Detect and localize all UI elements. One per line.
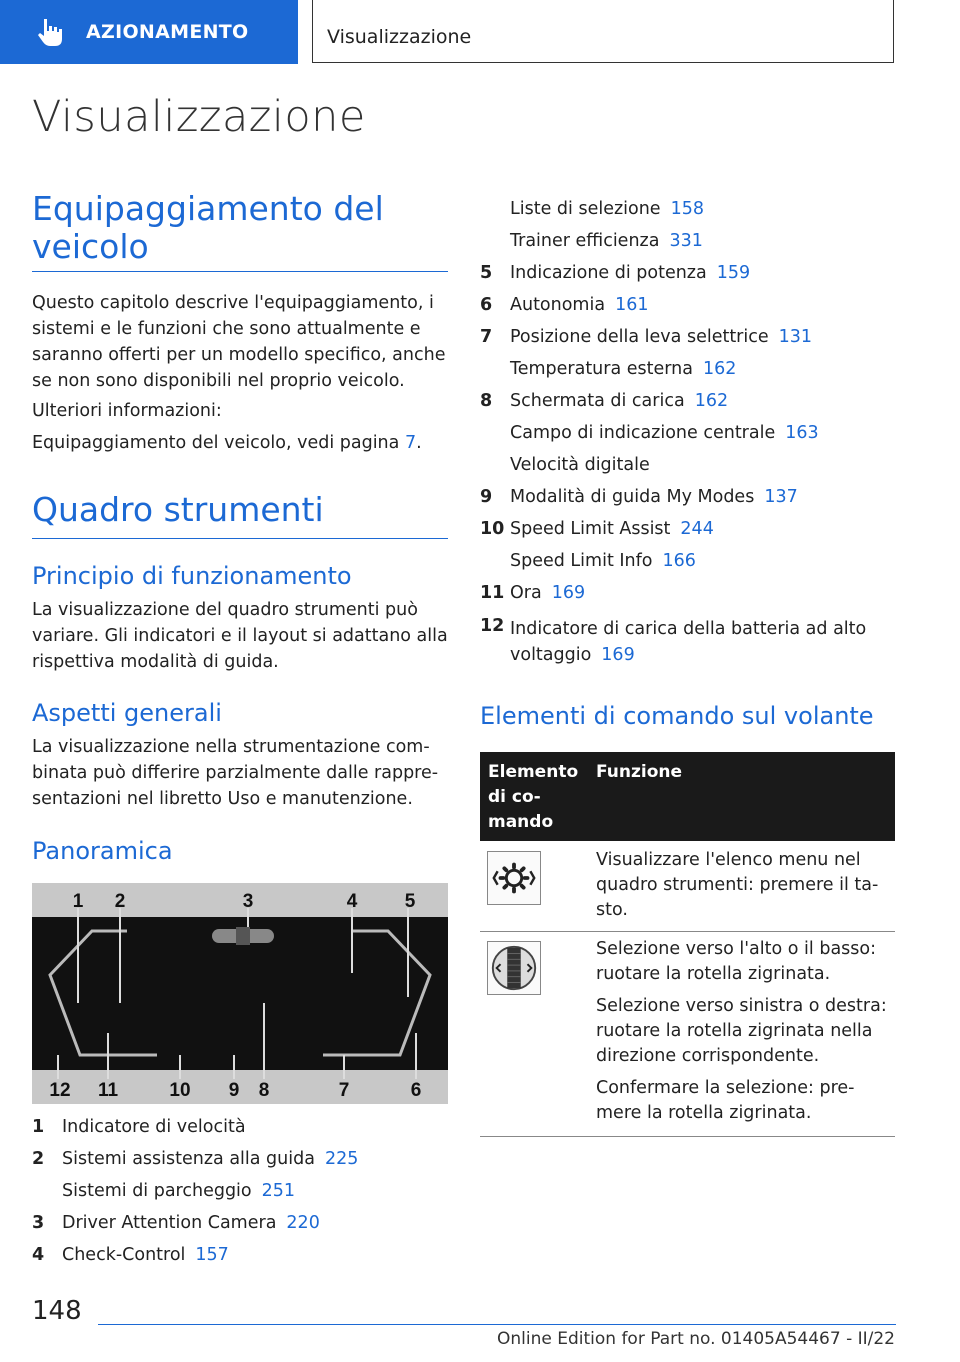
thumbwheel-icon xyxy=(487,941,541,995)
page-link[interactable]: 166 xyxy=(662,551,696,571)
page-link[interactable]: 161 xyxy=(615,295,649,315)
table-divider xyxy=(480,931,895,932)
cluster-label: 1 xyxy=(72,891,84,912)
volante-heading: Elementi di comando sul volante xyxy=(480,702,874,730)
aspetti-paragraph: La visualizzazione nella strumentazione com- binata può differire parzialmente dalle rappre- sentazioni nel libretto Uso e manutenzione. xyxy=(32,737,439,809)
aspetti-heading: Aspetti generali xyxy=(32,699,222,727)
page-link[interactable]: 244 xyxy=(680,519,714,539)
page-number: 148 xyxy=(32,1296,82,1326)
principio-heading: Principio di funzionamento xyxy=(32,562,352,590)
page-link[interactable]: 220 xyxy=(286,1213,320,1233)
cluster-label: 9 xyxy=(228,1080,240,1101)
cluster-label: 5 xyxy=(404,891,416,912)
cluster-label: 10 xyxy=(169,1080,191,1101)
row2-function: Selezione verso l'alto o il basso: ruotare la rotella zigrinata. Selezione verso sinistra o destra: ruotare la rotella zigrinata nella direzione corrispondente. Confermare la selezione: pre- mere la rotella zigrinata. xyxy=(596,939,887,1123)
hand-pointer-icon xyxy=(34,15,68,49)
page-link[interactable]: 7 xyxy=(404,433,417,453)
page-link[interactable]: 159 xyxy=(716,263,751,283)
section-label: AZIONAMENTO xyxy=(86,21,249,43)
equip-heading-line1: Equipaggiamento del xyxy=(32,189,384,228)
section-tab xyxy=(0,0,298,64)
cluster-label: 11 xyxy=(97,1080,119,1101)
table-header xyxy=(480,752,895,841)
quadro-heading: Quadro strumenti xyxy=(32,490,324,529)
edition-text: Online Edition for Part no. 01405A54467 - II/22 xyxy=(496,1329,895,1349)
page-link[interactable]: 169 xyxy=(601,645,635,665)
cluster-label: 4 xyxy=(346,891,358,912)
divider xyxy=(32,538,448,539)
column-header-element: Elemento di co- mando xyxy=(488,762,579,832)
page-link[interactable]: 251 xyxy=(261,1181,296,1201)
equip-heading-line2: veicolo xyxy=(32,227,149,266)
cluster-label: 8 xyxy=(258,1080,270,1101)
page-link[interactable]: 137 xyxy=(764,487,798,507)
menu-button-icon xyxy=(487,851,541,905)
page-link[interactable]: 158 xyxy=(670,199,704,219)
cluster-label: 6 xyxy=(410,1080,422,1101)
equip-paragraph: Questo capitolo descrive l'equipaggiamento, i sistemi e le funzioni che sono attualmente e saranno offerti per un modello specifico, anche se non sono disponibili nel proprio veicolo. xyxy=(32,293,446,391)
page-link[interactable]: 169 xyxy=(551,583,586,603)
instrument-cluster-illustration xyxy=(32,883,448,1104)
page-link[interactable]: 331 xyxy=(669,231,703,251)
column-header-function: Funzione xyxy=(596,762,683,782)
more-info: Ulteriori informazioni: xyxy=(32,401,222,421)
cluster-label: 2 xyxy=(114,891,126,912)
page-link[interactable]: 163 xyxy=(785,423,819,443)
divider xyxy=(32,271,448,272)
page-link[interactable]: 131 xyxy=(778,327,813,347)
page-title: Visualizzazione xyxy=(32,92,366,142)
chapter-label: Visualizzazione xyxy=(327,26,472,48)
cluster-label: 7 xyxy=(338,1080,350,1101)
page-link[interactable]: 225 xyxy=(324,1149,359,1169)
chapter-box xyxy=(312,0,894,63)
equip-reference: Equipaggiamento del veicolo, vedi pagina 7. xyxy=(32,433,422,453)
cluster-label: 3 xyxy=(242,891,254,912)
page-link[interactable]: 162 xyxy=(694,391,729,411)
table-divider xyxy=(480,1136,895,1137)
page-link[interactable]: 162 xyxy=(702,359,737,379)
equip-heading xyxy=(32,190,448,266)
page-link[interactable]: 157 xyxy=(195,1245,229,1265)
principio-paragraph: La visualizzazione del quadro strumenti può variare. Gli indicatori e il layout si adattano alla rispettiva modalità di guida. xyxy=(32,600,448,672)
footer-divider xyxy=(98,1324,896,1325)
cluster-label: 12 xyxy=(49,1080,71,1101)
panoramica-heading: Panoramica xyxy=(32,837,173,865)
row1-function: Visualizzare l'elenco menu nel quadro strumenti: premere il ta- sto. xyxy=(596,850,879,920)
